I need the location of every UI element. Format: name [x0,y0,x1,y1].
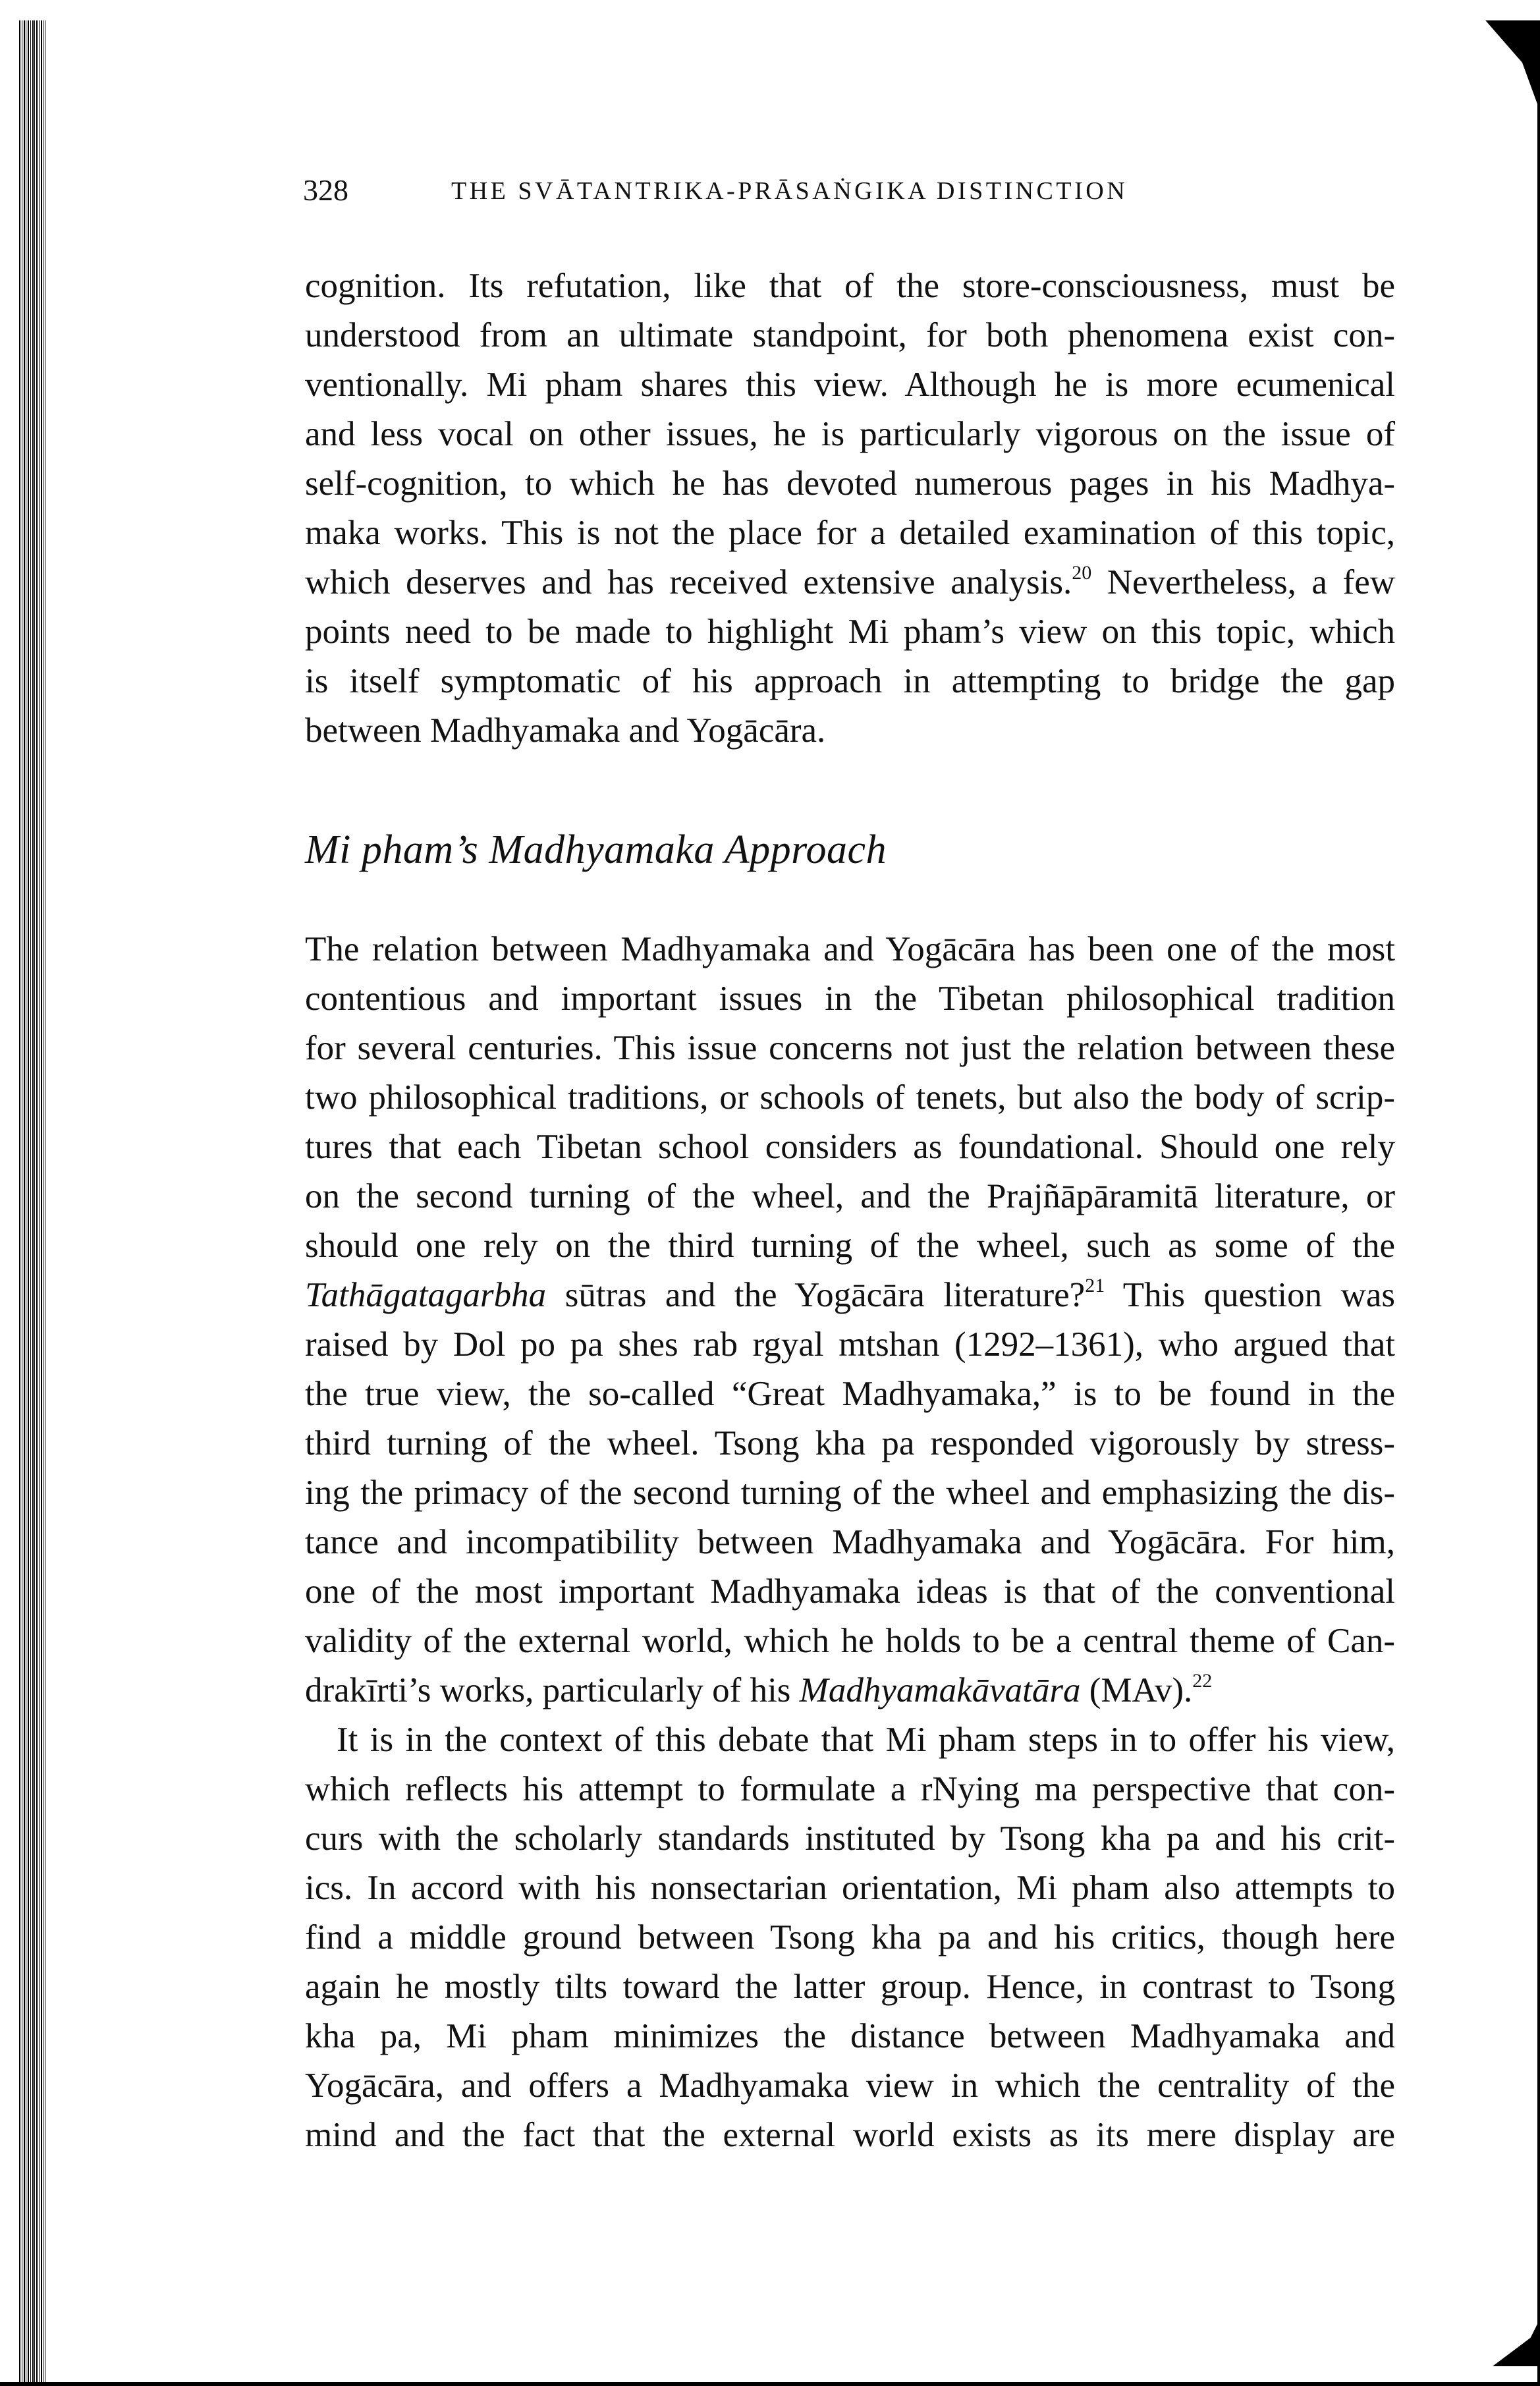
text-line: ics. In accord with his nonsectarian orientation, Mi pham also attempts to [305,1869,1395,1907]
italic-title: Madhyamakāvatāra [799,1671,1081,1709]
text-line: is itself symptomatic of his approach in attempting to bridge the gap [305,662,1395,700]
text-fragment: sūtras and the Yogācāra literature? [546,1276,1086,1314]
text-line: third turning of the wheel. Tsong kha pa responded vigorously by stress- [305,1424,1395,1462]
scan-bottom-border [0,2382,1540,2386]
paragraph [305,925,1395,2160]
text-fragment: drakīrti’s works, particularly of his [305,1671,800,1709]
text-line: find a middle ground between Tsong kha pa and his critics, though here [305,1918,1395,1956]
text-line: for several centuries. This issue concerns not just the relation between these [305,1029,1395,1067]
text-line: on the second turning of the wheel, and the Prajñāpāramitā literature, or [305,1177,1395,1215]
scan-binding-edge [19,20,45,2382]
text-line: tance and incompatibility between Madhyamaka and Yogācāra. For him, [305,1523,1395,1561]
section-heading: Mi pham’s Madhyamaka Approach [305,827,887,872]
text-line: Yogācāra, and offers a Madhyamaka view in which the centrality of the [305,2067,1395,2105]
text-line: The relation between Madhyamaka and Yogācāra has been one of the most [305,930,1395,968]
text-line: self-cognition, to which he has devoted numerous pages in his Madhya- [305,464,1395,503]
text-line: and less vocal on other issues, he is particularly vigorous on the issue of [305,415,1395,453]
scan-shadow-top-right [1481,20,1540,231]
text-line: contentious and important issues in the Tibetan philosophical tradition [305,980,1395,1018]
paragraph-continued [305,262,1395,756]
footnote-ref-20[interactable]: 20 [1072,562,1092,584]
text-line: cognition. Its refutation, like that of the store-consciousness, must be [305,267,1395,305]
page-number: 328 [303,173,348,207]
text-fragment: which deserves and has received extensive analysis. [305,563,1072,601]
text-line [305,1666,1395,1715]
text-line: mind and the fact that the external world exists as its mere display are [305,2116,1395,2154]
italic-title: Tathāgatagarbha [305,1276,547,1314]
running-title: THE SVĀTANTRIKA-PRĀSAṄGIKA DISTINCTION [451,177,1128,205]
text-line: again he mostly tilts toward the latter group. Hence, in contrast to Tsong [305,1968,1395,2006]
text-line [305,1271,1395,1320]
text-fragment: This question was [1105,1276,1395,1314]
text-line [305,558,1395,607]
text-line: It is in the context of this debate that Mi pham steps in to offer his view, [337,1721,1395,1759]
text-line: should one rely on the third turning of the wheel, such as some of the [305,1227,1395,1265]
text-line: which reflects his attempt to formulate a rNying ma perspective that con- [305,1770,1395,1808]
text-line: between Madhyamaka and Yogācāra. [305,711,826,750]
text-line: ventionally. Mi pham shares this view. Although he is more ecumenical [305,366,1395,404]
text-line: points need to be made to highlight Mi pham’s view on this topic, which [305,613,1395,651]
scan-shadow-bottom-right [1493,2319,1540,2366]
text-line: validity of the external world, which he holds to be a central theme of Can- [305,1622,1395,1660]
text-line: the true view, the so-called “Great Madhyamaka,” is to be found in the [305,1375,1395,1413]
text-fragment: (MAv). [1080,1671,1193,1709]
text-line: two philosophical traditions, or schools of tenets, but also the body of scrip- [305,1078,1395,1117]
text-line: raised by Dol po pa shes rab rgyal mtshan (1292–1361), who argued that [305,1325,1395,1364]
footnote-ref-21[interactable]: 21 [1085,1275,1105,1296]
text-line: understood from an ultimate standpoint, for both phenomena exist con- [305,316,1395,354]
footnote-ref-22[interactable]: 22 [1192,1670,1213,1692]
text-line: curs with the scholarly standards instituted by Tsong kha pa and his crit- [305,1819,1395,1858]
text-line: tures that each Tibetan school considers as foundational. Should one rely [305,1128,1395,1166]
text-fragment: Nevertheless, a few [1091,563,1395,601]
text-line: one of the most important Madhyamaka ideas is that of the conventional [305,1572,1395,1611]
text-line: kha pa, Mi pham minimizes the distance between Madhyamaka and [305,2017,1395,2055]
text-line: ing the primacy of the second turning of the wheel and emphasizing the dis- [305,1474,1395,1512]
scan-page-edge [1537,20,1540,2382]
text-line: maka works. This is not the place for a detailed examination of this topic, [305,514,1395,552]
